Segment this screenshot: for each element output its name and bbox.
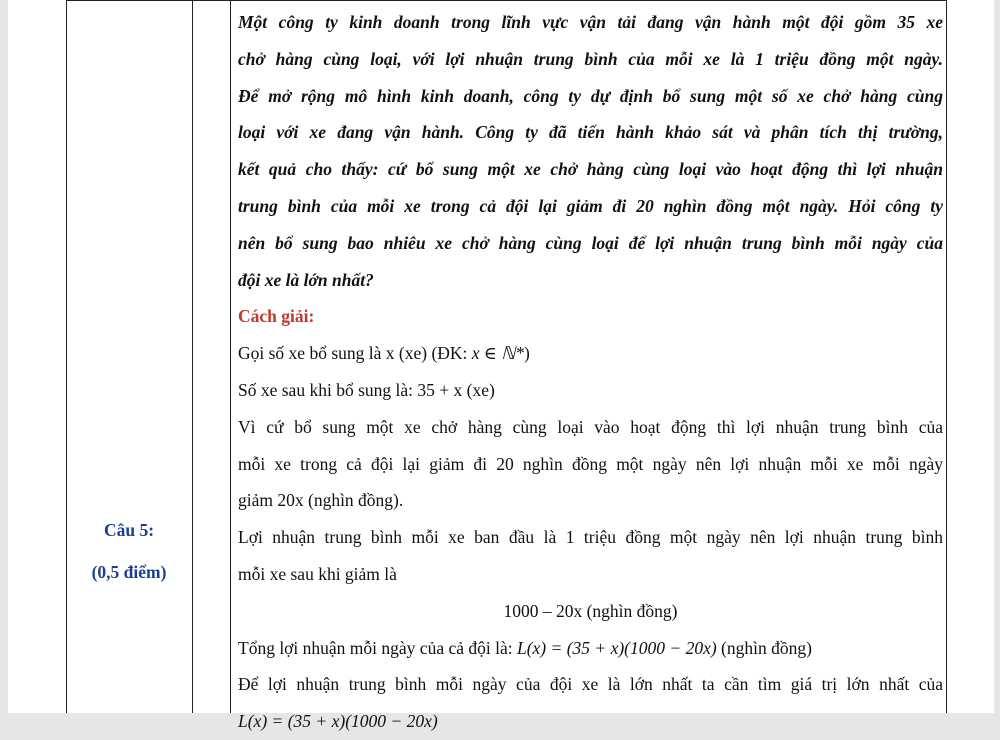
table-column-divider-1 [192, 0, 193, 713]
solution-line [238, 630, 943, 667]
solution-line: Để lợi nhuận trung bình mỗi ngày của đội xe là lớn nhất ta cần tìm giá trị lớn nhất của [238, 674, 943, 695]
problem-line: nên bổ sung bao nhiêu xe chở hàng cùng loại để lợi nhuận trung bình mỗi ngày của [238, 232, 943, 253]
question-content [238, 4, 943, 740]
problem-line: trung bình của mỗi xe trong cả đội lại giảm đi 20 nghìn đồng một ngày. Hỏi công ty [238, 195, 943, 216]
problem-line: loại với xe đang vận hành. Công ty đã tiến hành khảo sát và phân tích thị trường, [238, 122, 943, 143]
document-page [8, 0, 994, 732]
solution-line: Lợi nhuận trung bình mỗi xe ban đầu là 1 triệu đồng một ngày nên lợi nhuận trung bình [238, 527, 943, 548]
solution-line [238, 335, 943, 372]
problem-line: chở hàng cùng loại, với lợi nhuận trung bình của mỗi xe là 1 triệu đồng một ngày. [238, 48, 943, 69]
solution-line: Vì cứ bổ sung một xe chở hàng cùng loại vào hoạt động thì lợi nhuận trung bình của [238, 416, 943, 437]
solution-text: ) [524, 343, 530, 364]
problem-line: đội xe là lớn nhất? [238, 269, 374, 290]
table-top-border [66, 0, 946, 1]
question-points: (0,5 điểm) [91, 562, 167, 582]
table-left-border [66, 0, 67, 713]
solution-text: (nghìn đồng) [716, 637, 812, 658]
solution-line: Số xe sau khi bổ sung là: 35 + x (xe) [238, 379, 495, 400]
problem-line: Một công ty kinh doanh trong lĩnh vực vận tải đang vận hành một đội gồm 35 xe [238, 12, 943, 32]
problem-line: kết quả cho thấy: cứ bổ sung một xe chở hàng cùng loại vào hoạt động thì lợi nhuận [238, 159, 943, 180]
solution-text: Gọi số xe bổ sung là x (xe) (ĐK: [238, 343, 472, 364]
solution-heading: Cách giải: [238, 306, 315, 327]
solution-line: mỗi xe trong cả đội lại giảm đi 20 nghìn đồng một ngày nên lợi nhuận mỗi xe mỗi ngày [238, 453, 943, 474]
problem-line: Để mở rộng mô hình kinh doanh, công ty dự định bổ sung một số xe chở hàng cùng [238, 85, 943, 106]
solution-line: giảm 20x (nghìn đồng). [238, 490, 404, 511]
solution-text: Tổng lợi nhuận mỗi ngày của cả đội là: [238, 637, 517, 658]
math-expression: L(x) = (35 + x)(1000 − 20x) [238, 711, 438, 732]
table-column-divider-2 [230, 0, 231, 713]
solution-line: 1000 – 20x (nghìn đồng) [503, 600, 678, 621]
question-label: Câu 5: [103, 520, 155, 540]
math-expression: x ∈ ℕ* [471, 343, 525, 364]
math-expression: L(x) = (35 + x)(1000 − 20x) [516, 637, 717, 658]
table-right-border [946, 0, 947, 713]
solution-line: mỗi xe sau khi giảm là [238, 563, 397, 584]
